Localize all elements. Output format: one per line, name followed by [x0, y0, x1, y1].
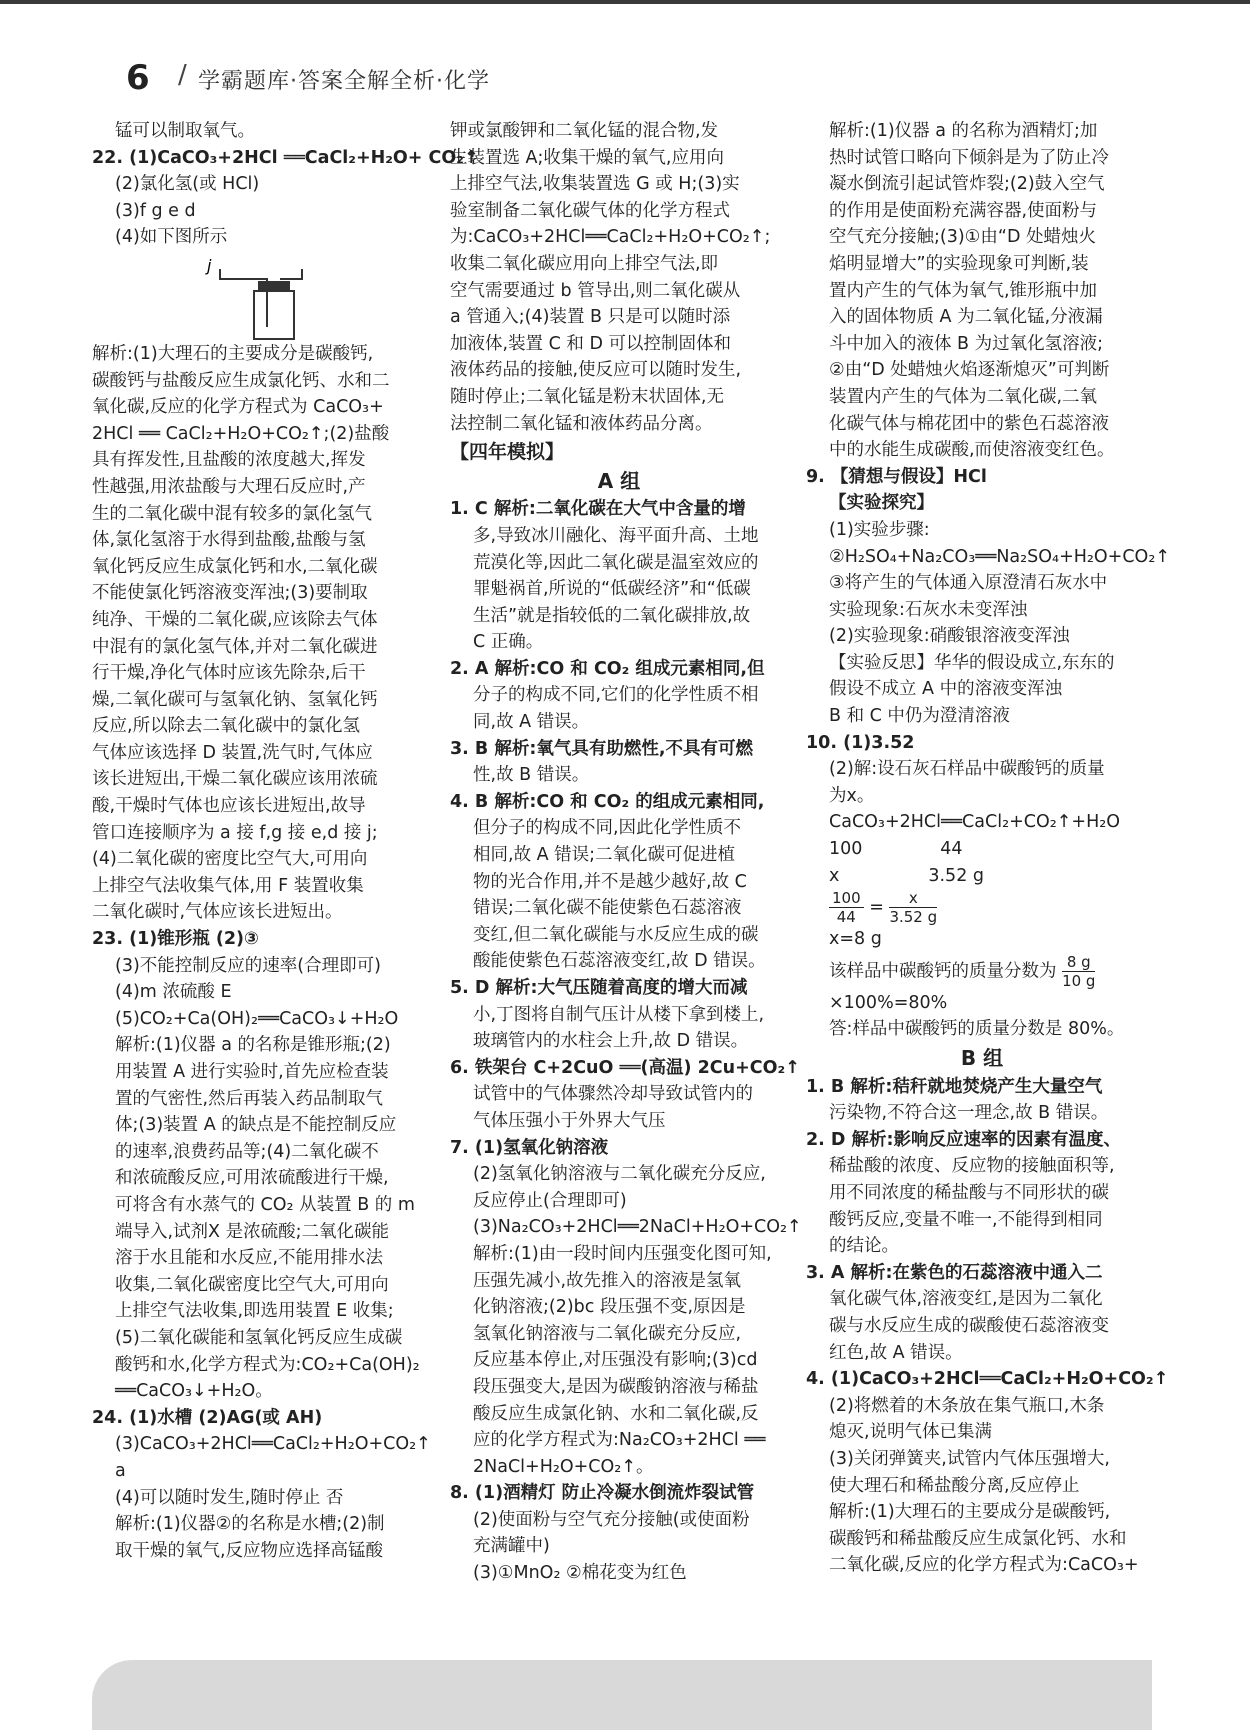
answer-b1: 1. B 解析:秸秆就地焚烧产生大量空气	[806, 1076, 1103, 1097]
text-line: (4)如下图所示	[115, 227, 228, 248]
text-line: 同,故 A 错误。	[473, 712, 590, 733]
text-line: 多,导致冰川融化、海平面升高、土地	[473, 525, 759, 546]
text-line: 的作用是使面粉充满容器,使面粉与	[829, 200, 1098, 221]
text-line: 空气需要通过 b 管导出,则二氧化碳从	[450, 280, 741, 301]
denominator: 10 g	[1062, 971, 1096, 990]
text-line: 为:CaCO₃+2HCl══CaCl₂+H₂O+CO₂↑;	[450, 227, 771, 248]
text-line: 端导入,试剂X 是浓硫酸;二氧化碳能	[115, 1221, 390, 1242]
text-line: 试管中的气体骤然冷却导致试管内的	[473, 1084, 753, 1105]
text-line: 酸能使紫色石蕊溶液变红,故 D 错误。	[473, 951, 766, 972]
text-line: (3)Na₂CO₃+2HCl══2NaCl+H₂O+CO₂↑	[473, 1217, 802, 1238]
column-left	[92, 118, 479, 1564]
text-line: 应的化学方程式为:Na₂CO₃+2HCl ══	[473, 1430, 766, 1451]
text-line: 反应,所以除去二氧化碳中的氯化氢	[92, 716, 361, 737]
text-line: 2NaCl+H₂O+CO₂↑。	[473, 1456, 654, 1477]
text-line: 验室制备二氧化碳气体的化学方程式	[450, 200, 730, 221]
short-tube	[280, 269, 302, 279]
text-line: 酸钙和水,化学方程式为:CO₂+Ca(OH)₂	[115, 1354, 420, 1375]
text-line: (3)f g e d	[115, 200, 196, 221]
answer-23: 23. (1)锥形瓶 (2)③	[92, 929, 259, 950]
text-line: 斗中加入的液体 B 为过氧化氢溶液;	[829, 333, 1104, 354]
answer-a10: 10. (1)3.52	[806, 732, 915, 753]
text-line: 氧化碳,反应的化学方程式为 CaCO₃+	[92, 397, 384, 418]
text-line: 随时停止;二氧化锰是粉末状固体,无	[450, 386, 724, 407]
text-line: 酸,干燥时气体也应该长进短出,故导	[92, 796, 366, 817]
equation-line: CaCO₃+2HCl══CaCl₂+CO₂↑+H₂O	[829, 812, 1121, 833]
text-line: 解析:(1)仪器 a 的名称是锥形瓶;(2)	[115, 1035, 391, 1056]
text-line: 锰可以制取氧气。	[115, 121, 255, 141]
numerator: 8 g	[1062, 953, 1095, 972]
text-line: 法控制二氧化锰和液体药品分离。	[450, 413, 713, 434]
text-line: 反应基本停止,对压强没有影响;(3)cd	[473, 1350, 758, 1371]
text-line: ══CaCO₃↓+H₂O。	[115, 1381, 273, 1402]
text-line: 体,氯化氢溶于水得到盐酸,盐酸与氢	[92, 530, 366, 551]
text-line: 充满罐中)	[473, 1536, 550, 1557]
text-line: 【实验探究】	[829, 493, 934, 514]
text-line: 氧化碳气体,溶液变红,是因为二氧化	[829, 1289, 1103, 1310]
answer-a1: 1. C 解析:二氧化碳在大气中含量的增	[450, 499, 746, 520]
label-j: j	[207, 255, 212, 275]
text-line: 气体压强小于外界大气压	[473, 1110, 666, 1131]
text-line: 反应停止(合理即可)	[473, 1190, 627, 1211]
answer-a9: 9. 【猜想与假设】HCl	[806, 466, 987, 487]
text-line: 中的水能生成碳酸,而使溶液变红色。	[829, 440, 1115, 461]
text-line: 管口连接顺序为 a 接 f,g 接 e,d 接 j;	[92, 822, 378, 843]
text-line: 2HCl ══ CaCl₂+H₂O+CO₂↑;(2)盐酸	[92, 423, 390, 444]
answer-b3: 3. A 解析:在紫色的石蕊溶液中通入二	[806, 1262, 1103, 1283]
text-line: ②H₂SO₄+Na₂CO₃══Na₂SO₄+H₂O+CO₂↑	[829, 546, 1171, 567]
text-line: 空气充分接触;(3)①由“D 处蜡烛火	[829, 227, 1096, 248]
text-line: ×100%=80%	[829, 992, 948, 1013]
text-line: 解析:(1)仪器 a 的名称为酒精灯;加	[829, 121, 1098, 141]
text-line: 生的二氧化碳中混有较多的氯化氢气	[92, 503, 372, 524]
column-right	[806, 118, 1171, 1579]
text-line: 收集,二氧化碳密度比空气大,可用向	[115, 1274, 389, 1295]
ratio-line: x 3.52 g	[829, 865, 984, 886]
text-line: 取干燥的氧气,反应物应选择高锰酸	[115, 1540, 384, 1561]
text-line: 钾或氯酸钾和二氧化锰的混合物,发	[450, 121, 719, 141]
text-line: 罪魁祸首,所说的“低碳经济”和“低碳	[473, 579, 751, 600]
group-a-heading: A 组	[597, 468, 641, 493]
header-slash: /	[178, 60, 187, 90]
text-line: a 管通入;(4)装置 B 只是可以随时添	[450, 307, 731, 328]
denominator: 3.52 g	[889, 908, 938, 927]
text-line: 可将含有水蒸气的 CO₂ 从装置 B 的 m	[115, 1194, 415, 1215]
text-line: 该长进短出,干燥二氧化碳应该用浓硫	[92, 769, 378, 790]
text-line: 碳酸钙和稀盐酸反应生成氯化钙、水和	[829, 1528, 1127, 1549]
text-line: 物的光合作用,并不是越少越好,故 C	[473, 871, 747, 892]
text-line: 稀盐酸的浓度、反应物的接触面积等,	[829, 1156, 1115, 1177]
text-line: 为x。	[829, 785, 875, 806]
text-line: (4)二氧化碳的密度比空气大,可用向	[92, 849, 368, 870]
text-line: (2)氢氧化钠溶液与二氧化碳充分反应,	[473, 1164, 766, 1185]
text-line: 加液体,装置 C 和 D 可以控制固体和	[450, 333, 732, 354]
text-line: 二氧化碳,反应的化学方程式为:CaCO₃+	[829, 1555, 1139, 1576]
text-line: 置内产生的气体为氧气,锥形瓶中加	[829, 280, 1098, 301]
text-line: 生活”就是指较低的二氧化碳排放,故	[473, 605, 751, 626]
text-line: (2)使面粉与空气充分接触(或使面粉	[473, 1509, 750, 1530]
text-line: ②由“D 处蜡烛火焰逐渐熄灭”可判断	[829, 360, 1110, 381]
text-line: (2)解:设石灰石样品中碳酸钙的质量	[829, 759, 1105, 780]
text-line: x=8 g	[829, 929, 882, 950]
percentage-label: 该样品中碳酸钙的质量分数为	[829, 961, 1057, 982]
proportion-line: $\frac{100}{44}$ = $\frac{x}{3.52 g}$	[806, 889, 1158, 926]
text-line: 【实验反思】华华的假设成立,东东的	[829, 652, 1115, 673]
text-line: 生装置选 A;收集干燥的氧气,应用向	[450, 147, 724, 168]
text-line: (3)不能控制反应的速率(合理即可)	[115, 955, 381, 976]
text-line: 相同,故 A 错误;二氧化碳可促进植	[473, 845, 736, 866]
text-line: 性,故 B 错误。	[473, 765, 590, 786]
text-line: 体;(3)装置 A 的缺点是不能控制反应	[115, 1115, 397, 1136]
text-line: (4)m 浓硫酸 E	[115, 982, 232, 1003]
text-line: 化碳气体与棉花团中的紫色石蕊溶液	[829, 413, 1109, 434]
text-line: 凝水倒流引起试管炸裂;(2)鼓入空气	[829, 174, 1105, 195]
answer-a7: 7. (1)氢氧化钠溶液	[450, 1137, 609, 1158]
text-line: 具有挥发性,且盐酸的浓度越大,挥发	[92, 450, 366, 471]
text-line: (2)氯化氢(或 HCl)	[115, 174, 260, 195]
text-line: 燥,二氧化碳可与氢氧化钠、氢氧化钙	[92, 689, 378, 710]
text-line: 红色,故 A 错误。	[829, 1342, 963, 1363]
column-middle	[450, 118, 802, 1587]
section-heading: 【四年模拟】	[450, 441, 565, 464]
text-line: 性越强,用浓盐酸与大理石反应时,产	[92, 476, 366, 497]
text-line: 置的气密性,然后再装入药品制取气	[115, 1088, 384, 1109]
text-line: 段压强变大,是因为碳酸钠溶液与稀盐	[473, 1376, 759, 1397]
text-line: 答:样品中碳酸钙的质量分数是 80%。	[829, 1019, 1125, 1040]
gas-bottle-svg	[132, 251, 332, 341]
numerator: x	[889, 889, 937, 908]
text-line: 纯净、干燥的二氧化碳,应该除去气体	[92, 609, 378, 630]
text-line: (5)CO₂+Ca(OH)₂══CaCO₃↓+H₂O	[115, 1008, 399, 1029]
text-line: a	[115, 1460, 126, 1481]
text-line: 溶于水且能和水反应,不能用排水法	[115, 1248, 384, 1269]
text-line: 污染物,不符合这一理念,故 B 错误。	[829, 1103, 1109, 1124]
text-line: (2)实验现象:硝酸银溶液变浑浊	[829, 626, 1070, 647]
answer-a2: 2. A 解析:CO 和 CO₂ 组成元素相同,但	[450, 658, 765, 679]
text-line: 分子的构成不同,它们的化学性质不相	[473, 685, 759, 706]
text-line: (3)①MnO₂ ②棉花变为红色	[473, 1563, 687, 1584]
text-line: 焰明显增大”的实验现象可判断,装	[829, 253, 1089, 274]
text-line: 的结论。	[829, 1236, 899, 1257]
text-line: 液体药品的接触,使反应可以随时发生,	[450, 360, 742, 381]
text-line: 假设不成立 A 中的溶液变浑浊	[829, 679, 1063, 700]
text-line: ③将产生的气体通入原澄清石灰水中	[829, 573, 1108, 594]
text-line: 氧化钙反应生成氯化钙和水,二氧化碳	[92, 556, 378, 577]
text-line: 使大理石和稀盐酸分离,反应停止	[829, 1475, 1080, 1496]
answer-a8: 8. (1)酒精灯 防止冷凝水倒流炸裂试管	[450, 1483, 755, 1504]
text-line: 上排空气法收集气体,用 F 装置收集	[92, 875, 364, 896]
text-line: 二氧化碳时,气体应该长进短出。	[92, 902, 343, 923]
answer-a4: 4. B 解析:CO 和 CO₂ 的组成元素相同,	[450, 791, 765, 812]
text-line: (3)CaCO₃+2HCl══CaCl₂+H₂O+CO₂↑	[115, 1434, 431, 1455]
bottle	[254, 291, 294, 339]
text-line: C 正确。	[473, 632, 544, 653]
text-line: 碳与水反应生成的碳酸使石蕊溶液变	[829, 1315, 1109, 1336]
text-line: 但分子的构成不同,因此化学性质不	[473, 818, 742, 839]
text-line: 用装置 A 进行实验时,首先应检查装	[115, 1062, 389, 1082]
stopper	[258, 281, 290, 291]
text-line: 变红,但二氧化碳能与水反应生成的碳	[473, 924, 759, 945]
text-line: 实验现象:石灰水未变浑浊	[829, 599, 1028, 620]
text-line: (4)可以随时发生,随时停止 否	[115, 1487, 344, 1508]
page-number: 6	[126, 58, 150, 98]
text-line: 解析:(1)由一段时间内压强变化图可知,	[473, 1243, 772, 1264]
text-line: 不能使氯化钙溶液变浑浊;(3)要制取	[92, 583, 368, 604]
text-line: 气体应该选择 D 装置,洗气时,气体应	[92, 742, 373, 763]
answer-a6: 6. 铁架台 C+2CuO ══(高温) 2Cu+CO₂↑	[450, 1057, 800, 1078]
top-rule	[0, 0, 1250, 4]
group-b-heading: B 组	[960, 1046, 1004, 1070]
text-line: 用不同浓度的稀盐酸与不同形状的碳	[829, 1182, 1109, 1203]
text-line: 装置内产生的气体为二氧化碳,二氧	[829, 386, 1098, 407]
text-line: 热时试管口略向下倾斜是为了防止冷	[829, 147, 1109, 168]
text-line: (3)关闭弹簧夹,试管内气体压强增大,	[829, 1448, 1110, 1469]
header-title: 学霸题库·答案全解全析·化学	[198, 69, 490, 94]
text-line: B 和 C 中仍为澄清溶液	[829, 706, 1010, 727]
answer-b2: 2. D 解析:影响反应速率的因素有温度、	[806, 1129, 1122, 1150]
text-line: 熄灭,说明气体已集满	[829, 1422, 993, 1443]
fraction-right	[889, 889, 937, 926]
text-line: 和浓硫酸反应,可用浓硫酸进行干燥,	[115, 1168, 389, 1189]
text-line: 上排空气法,收集装置选 G 或 H;(3)实	[450, 174, 740, 195]
long-tube	[220, 269, 267, 327]
text-line: 的速率,浪费药品等;(4)二氧化碳不	[115, 1141, 379, 1162]
text-line: 小,丁图将自制气压计从楼下拿到楼上,	[473, 1004, 765, 1025]
text-line: 碳酸钙与盐酸反应生成氯化钙、水和二	[92, 370, 390, 391]
gas-bottle-diagram	[132, 251, 432, 341]
text-line: 解析:(1)大理石的主要成分是碳酸钙,	[829, 1502, 1111, 1523]
text-line: 行干燥,净化气体时应该先除杂,后干	[92, 663, 366, 684]
text-line: 氢氧化钠溶液与二氧化碳充分反应,	[473, 1323, 742, 1344]
text-line: 玻璃管内的水柱会上升,故 D 错误。	[473, 1031, 749, 1052]
numerator: 100	[829, 889, 864, 908]
text-line: 收集二氧化碳应用向上排空气法,即	[450, 253, 719, 274]
text-line: 上排空气法收集,即选用装置 E 收集;	[115, 1301, 394, 1322]
text-line: 入的固体物质 A 为二氧化锰,分液漏	[829, 307, 1103, 328]
text-line: 酸钙反应,变量不唯一,不能得到相同	[829, 1209, 1103, 1230]
text-line: 荒漠化等,因此二氧化碳是温室效应的	[473, 552, 759, 573]
denominator: 44	[836, 908, 856, 927]
text-line: 酸反应生成氯化钠、水和二氧化碳,反	[473, 1403, 759, 1424]
text-line: 错误;二氧化碳不能使紫色石蕊溶液	[473, 898, 742, 919]
text-line: 压强先减小,故先推入的溶液是氢氧	[473, 1270, 742, 1291]
analysis-22	[92, 341, 432, 368]
text-line: 化钠溶液;(2)bc 段压强不变,原因是	[473, 1297, 746, 1318]
ratio-line: 100 44	[829, 839, 963, 860]
answer-a3: 3. B 解析:氧气具有助燃性,不具有可燃	[450, 738, 753, 759]
answer-22: 22. (1)CaCO₃+2HCl ══CaCl₂+H₂O+ CO₂↑	[92, 147, 479, 168]
text-line: (1)实验步骤:	[829, 519, 930, 540]
percentage-line	[806, 953, 1158, 990]
answer-24: 24. (1)水槽 (2)AG(或 AH)	[92, 1407, 323, 1428]
text-line: 解析:(1)仪器②的名称是水槽;(2)制	[115, 1514, 385, 1535]
answer-a5: 5. D 解析:大气压随着高度的增大而减	[450, 978, 748, 998]
text-line: (2)将燃着的木条放在集气瓶口,木条	[829, 1395, 1105, 1416]
fraction-left	[829, 889, 864, 926]
fraction-mass	[1062, 953, 1095, 990]
analysis-text: 解析:(1)大理石的主要成分是碳酸钙,	[92, 343, 374, 364]
text-line: 中混有的氯化氢气体,并对二氧化碳进	[92, 636, 378, 657]
answer-b4: 4. (1)CaCO₃+2HCl══CaCl₂+H₂O+CO₂↑	[806, 1369, 1169, 1390]
page-header	[0, 0, 1250, 110]
bottom-band	[92, 1660, 1152, 1730]
text-line: (5)二氧化碳能和氢氧化钙反应生成碳	[115, 1327, 403, 1348]
